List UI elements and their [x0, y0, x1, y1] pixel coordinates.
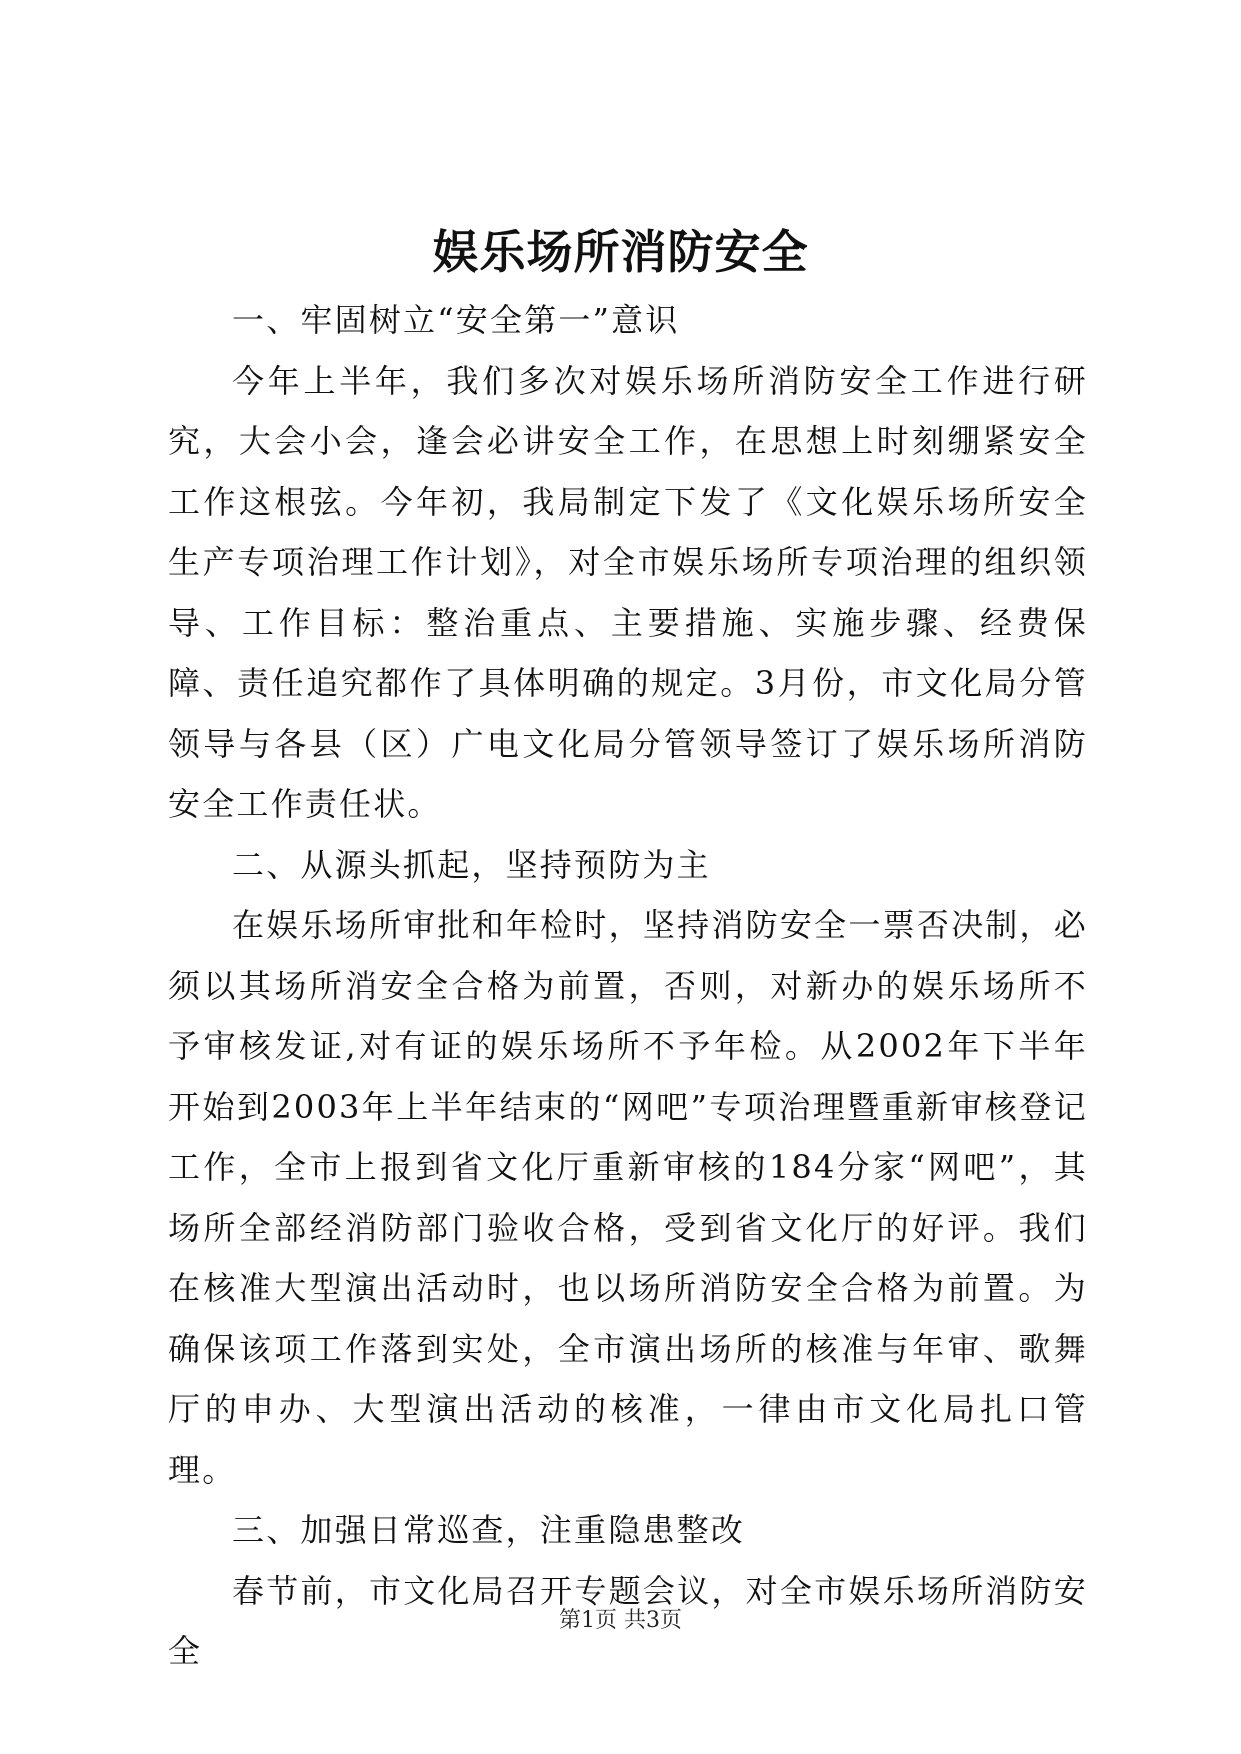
page-number-footer: 第1页 共3页 — [559, 1608, 682, 1633]
document-title: 娱乐场所消防安全 — [432, 225, 809, 279]
section-heading-2: 二、从源头抓起，坚持预防为主 — [232, 845, 711, 884]
section-heading-1: 一、牢固树立“安全第一”意识 — [232, 301, 680, 339]
paragraph-3: 春节前，市文化局召开专题会议，对全市娱乐场所消防安全 — [168, 1571, 1088, 1670]
section-heading-3: 三、加强日常巡查，注重隐患整改 — [232, 1511, 746, 1549]
paragraph-2: 在娱乐场所审批和年检时，坚持消防安全一票否决制，必须以其场所消安全合格为前置，否则，对新办的娱乐场所不予审核发证,对有证的娱乐场所不予年检。从2002年下半年开始到2003年上半年结束的“网吧”专项治理暨重新审核登记工作，全市上报到省文化厅重新审核的184分家“网吧”，其场所全部经消防部门验收合格，受到省文化厅的好评。我们在核准大型演出活动时，也以场所消防安全合格为前置。为确保该项工作落到实处，全市演出场所的核准与年审、歌舞厅的申办、大型演出活动的核准，一律由市文化局扎口管理。 — [168, 906, 1088, 1489]
paragraph-1: 今年上半年，我们多次对娱乐场所消防安全工作进行研究，大会小会，逢会必讲安全工作，在思想上时刻绷紧安全工作这根弦。今年初，我局制定下发了《文化娱乐场所安全生产专项治理工作计划》，对全市娱乐场所专项治理的组织领导、工作目标：整治重点、主要措施、实施步骤、经费保障、责任追究都作了具体明确的规定。3月份，市文化局分管领导与各县（区）广电文化局分管领导签订了娱乐场所消防安全工作责任状。 — [168, 361, 1088, 823]
document-body — [168, 290, 1088, 1682]
